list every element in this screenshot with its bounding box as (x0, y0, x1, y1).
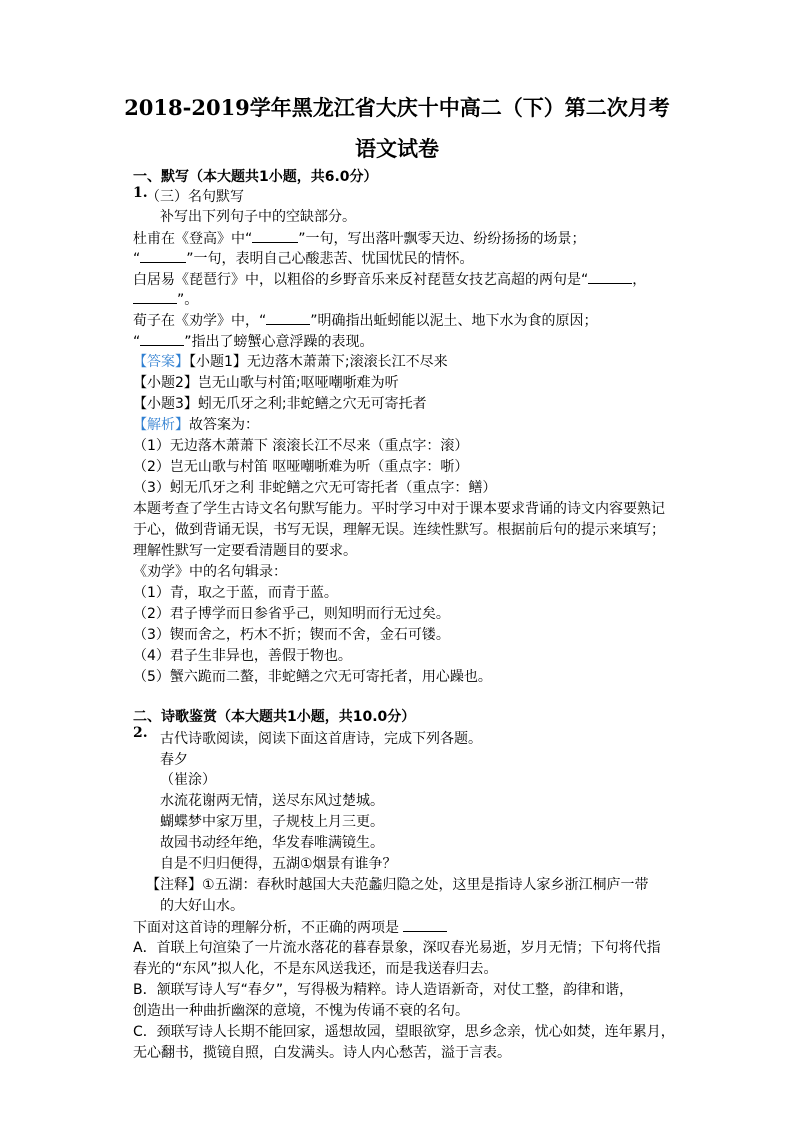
answer-blank[interactable] (140, 331, 184, 346)
q2-question: 下面对这首诗的理解分析，不正确的两项是 (133, 917, 447, 938)
exam-title: 2018-2019学年黑龙江省大庆十中高二（下）第二次月考 (124, 95, 670, 120)
analysis-tag: 【解析】 (133, 417, 189, 433)
fill-line-5: 荀子在《劝学》中，“ ”明确指出蚯蚓能以泥土、地下水为食的原因； (133, 310, 598, 331)
analysis-line: （4）君子生非异也，善假于物也。 (133, 648, 352, 664)
fill-line-6: “ ”指出了螃蟹心意浮躁的表现。 (133, 331, 374, 352)
analysis-line: 理解性默写一定要看清题目的要求。 (133, 543, 357, 559)
note-line: 【注释】①五湖：春秋时越国大夫范蠡归隐之处，这里是指诗人家乡浙江桐庐一带 (146, 877, 649, 893)
poem-line: 水流花谢两无情，送尽东风过楚城。 (160, 793, 384, 809)
section2-header: 二、诗歌鉴赏（本大题共1小题，共10.0分） (133, 709, 416, 725)
analysis-line: （3）锲而舍之，朽木不折；锲而不舍，金石可镂。 (133, 627, 450, 643)
q1-subtitle: （三）名句默写 (146, 189, 244, 205)
answer-tag: 【答案】 (133, 354, 189, 370)
option-line: C．颈联写诗人长期不能回家，遥想故园，望眼欲穿，思乡念亲，忧心如焚，连年累月， (133, 1024, 675, 1040)
option-line: B．颔联写诗人写“春夕”，写得极为精粹。诗人造语新奇，对仗工整，韵律和谐， (133, 982, 634, 998)
analysis-line: 《劝学》中的名句辑录： (133, 564, 287, 580)
answer-blank[interactable] (252, 228, 298, 243)
answer-line-2: 【小题2】岂无山歌与村笛;呕哑嘲哳难为听 (133, 375, 399, 391)
analysis-line: 本题考查了学生古诗文名句默写能力。平时学习中对于课本要求背诵的诗文内容要熟记 (133, 501, 665, 517)
note-line: 的大好山水。 (160, 898, 244, 914)
analysis-line: （2）君子博学而日参省乎己，则知明而行无过矣。 (133, 606, 450, 622)
section1-header: 一、默写（本大题共1小题，共6.0分） (133, 169, 378, 185)
fill-line-1: 杜甫在《登高》中“ ”一句，写出落叶飘零天边、纷纷扬扬的场景； (133, 228, 586, 249)
poem-line: 蝴蝶梦中家万里，子规枝上月三更。 (160, 814, 384, 830)
poem-title: 春夕 (160, 752, 188, 768)
answer-line-1: 【答案】【小题1】无边落木萧萧下;滚滚长江不尽来 (133, 354, 448, 370)
analysis-line: （5）蟹六跪而二螯，非蛇鳝之穴无可寄托者，用心躁也。 (133, 669, 492, 685)
answer-line-3: 【小题3】蚓无爪牙之利;非蛇鳝之穴无可寄托者 (133, 396, 427, 412)
analysis-line: （1）无边落木萧萧下 滚滚长江不尽来（重点字：滚） (133, 438, 469, 454)
answer-blank[interactable] (403, 917, 447, 932)
fill-line-2: “ ”一句，表明自己心酸悲苦、忧国忧民的情怀。 (133, 248, 474, 269)
question2-number: 2. (133, 725, 148, 741)
poem-line: 故园书动经年绝，华发春唯满镜生。 (160, 835, 384, 851)
option-line: A．首联上句渲染了一片流水落花的暮春景象，深叹春光易逝，岁月无情；下句将代指 (133, 940, 661, 956)
analysis-line: 于心，做到背诵无误，书写无误，理解无误。连续性默写。根据前后句的提示来填写； (133, 522, 665, 538)
option-line: 无心翻书，揽镜自照，白发满头。诗人内心愁苦，溢于言表。 (133, 1045, 511, 1061)
option-line: 创造出一种曲折幽深的意境，不愧为传诵不衰的名句。 (133, 1003, 469, 1019)
analysis-head: 【解析】故答案为： (133, 417, 259, 433)
answer-blank[interactable] (140, 248, 186, 263)
answer-blank[interactable] (266, 310, 310, 325)
q1-instruction: 补写出下列句子中的空缺部分。 (160, 209, 356, 225)
analysis-line: （2）岂无山歌与村笛 呕哑嘲哳难为听（重点字：哳） (133, 459, 469, 475)
fill-line-4: ”。 (133, 289, 198, 310)
answer-blank[interactable] (133, 289, 177, 304)
analysis-line: （1）青，取之于蓝，而青于蓝。 (133, 585, 338, 601)
option-line: 春光的“东风”拟人化，不是东风送我还，而是我送春归去。 (133, 961, 498, 977)
analysis-line: （3）蚓无爪牙之利 非蛇鳝之穴无可寄托者（重点字：鳝） (133, 480, 497, 496)
poem-author: （崔涂） (160, 772, 216, 788)
exam-subtitle: 语文试卷 (355, 136, 439, 161)
q2-intro: 古代诗歌阅读，阅读下面这首唐诗，完成下列各题。 (160, 731, 482, 747)
poem-line: 自是不归归便得，五湖①烟景有谁争？ (160, 856, 397, 872)
answer-blank[interactable] (588, 269, 632, 284)
fill-line-3: 白居易《琵琶行》中，以粗俗的乡野音乐来反衬琵琶女技艺高超的两句是“ ， (133, 269, 646, 290)
question1-number: 1. (133, 185, 148, 201)
